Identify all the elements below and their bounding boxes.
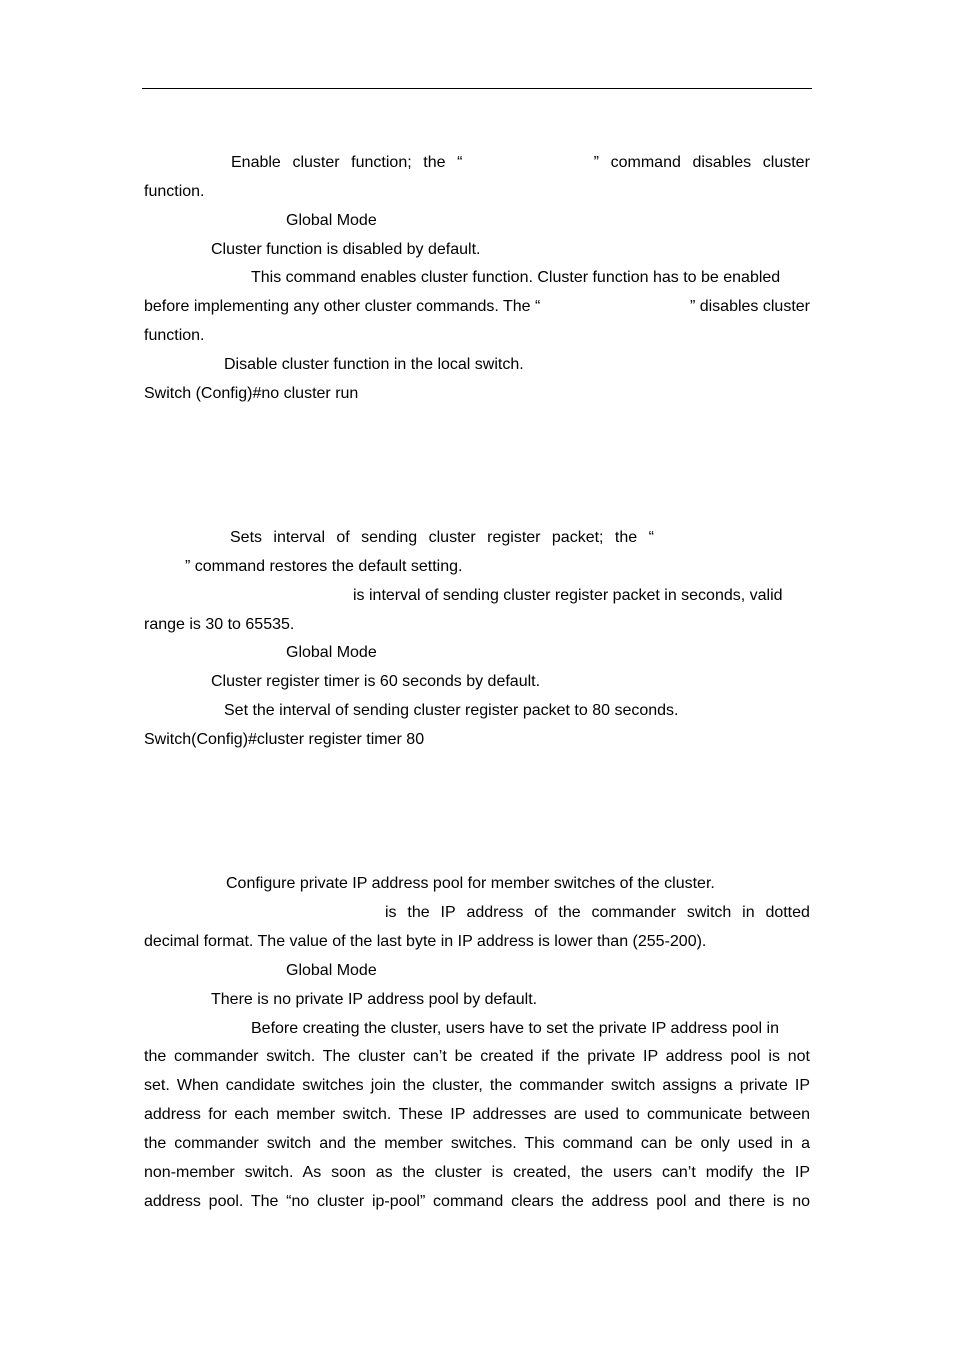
s3-param-line2: decimal format. The value of the last byte in IP address is lower than (255-200). <box>144 933 707 950</box>
s1-mode: Global Mode <box>286 212 377 229</box>
s3-guide-line1: Before creating the cluster, users have to set the private IP address pool in <box>251 1020 780 1037</box>
s1-guide-line1: This command enables cluster function. Cluster function has to be enabled <box>251 269 781 286</box>
s3-usage: Configure private IP address pool for member switches of the cluster. <box>226 875 715 892</box>
s2-usage-line2: ” command restores the default setting. <box>185 558 463 575</box>
header-rule <box>142 88 812 89</box>
s1-guide-line2: before implementing any other cluster commands. The “ ” disables cluster <box>144 298 810 315</box>
s3-guide-line7: address pool. The “no cluster ip-pool” command clears the address pool and there is no <box>144 1193 810 1210</box>
s1-example-command: Switch (Config)#no cluster run <box>144 385 359 402</box>
s3-param-line1: is the IP address of the commander switch in dotted <box>385 904 810 921</box>
s1-usage-line2: function. <box>144 183 205 200</box>
s2-param-line1: is interval of sending cluster register packet in seconds, valid <box>353 587 783 604</box>
s3-guide-line2: the commander switch. The cluster can’t be created if the private IP address pool is not <box>144 1048 810 1065</box>
s2-mode: Global Mode <box>286 644 377 661</box>
s3-mode: Global Mode <box>286 962 377 979</box>
s3-guide-line4: address for each member switch. These IP addresses are used to communicate between <box>144 1106 810 1123</box>
s2-param-line2: range is 30 to 65535. <box>144 616 295 633</box>
s1-usage-line1: Enable cluster function; the “ ” command disables cluster <box>231 154 810 171</box>
s1-guide-line3: function. <box>144 327 205 344</box>
s1-default: Cluster function is disabled by default. <box>211 241 481 258</box>
s2-example: Set the interval of sending cluster register packet to 80 seconds. <box>224 702 679 719</box>
s3-guide-line3: set. When candidate switches join the cluster, the commander switch assigns a private IP <box>144 1077 810 1094</box>
s2-default: Cluster register timer is 60 seconds by default. <box>211 673 541 690</box>
s2-usage-line1: Sets interval of sending cluster register packet; the “ <box>230 529 654 546</box>
s2-example-command: Switch(Config)#cluster register timer 80 <box>144 731 425 748</box>
s3-default: There is no private IP address pool by default. <box>211 991 538 1008</box>
s3-guide-line5: the commander switch and the member switches. This command can be only used in a <box>144 1135 810 1152</box>
s1-example: Disable cluster function in the local switch. <box>224 356 524 373</box>
s3-guide-line6: non-member switch. As soon as the cluster is created, the users can’t modify the IP <box>144 1164 810 1181</box>
